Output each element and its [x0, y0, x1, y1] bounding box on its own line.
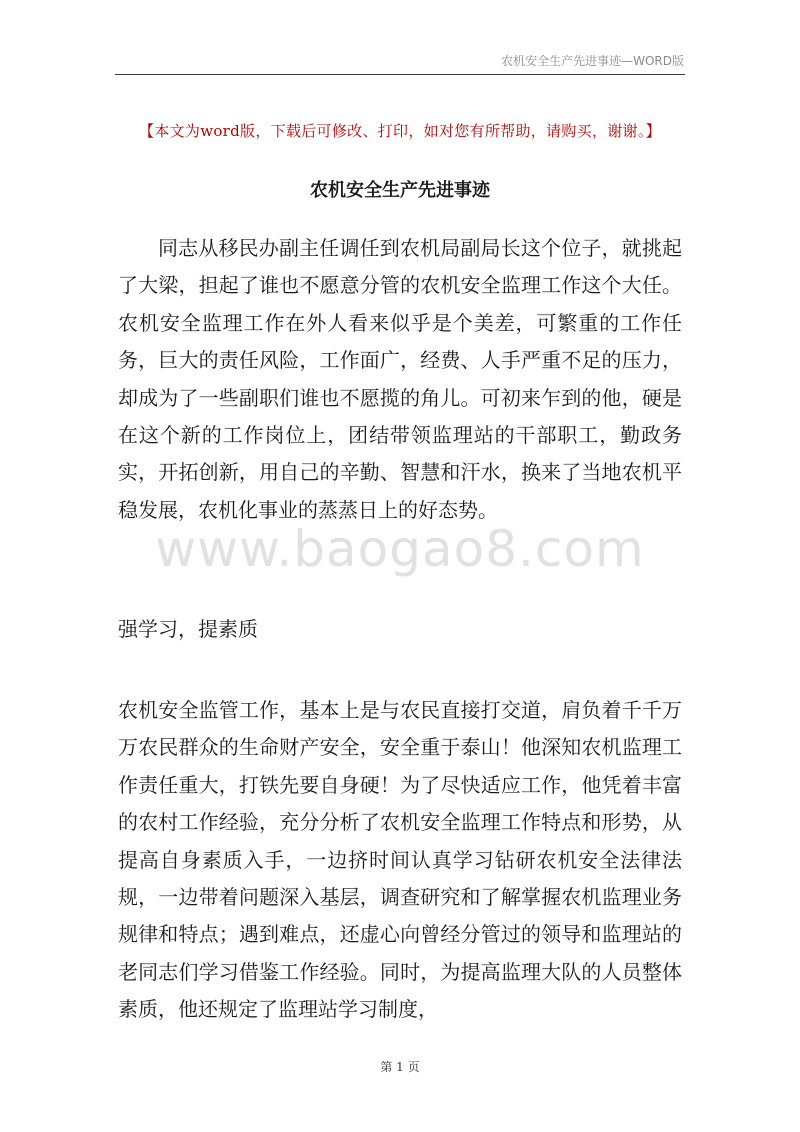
- purchase-notice: 【本文为word版，下载后可修改、打印，如对您有所帮助，请购买，谢谢。】: [139, 122, 661, 140]
- section-heading: 强学习，提素质: [118, 617, 258, 641]
- paragraph-intro: 同志从移民办副主任调任到农机局副局长这个位子，就挑起了大梁，担起了谁也不愿意分管的农机安全监理工作这个大任。农机安全监理工作在外人看来似乎是个美差，可繁重的工作任务，巨大的责任风险，工作面广，经费、人手严重不足的压力，却成为了一些副职们谁也不愿揽的角儿。可初来乍到的他，硬是在这个新的工作岗位上，团结带领监理站的干部职工，勤政务实，开拓创新，用自己的辛勤、智慧和汗水，换来了当地农机平稳发展，农机化事业的蒸蒸日上的好态势。: [118, 236, 682, 522]
- paragraph-study: 农机安全监管工作，基本上是与农民直接打交道，肩负着千千万万农民群众的生命财产安全，安全重于泰山！他深知农机监理工作责任重大，打铁先要自身硬！为了尽快适应工作，他凭着丰富的农村工作经验，充分分析了农机安全监理工作特点和形势，从提高自身素质入手，一边挤时间认真学习钻研农机安全法律法规，一边带着问题深入基层，调查研究和了解掌握农机监理业务规律和特点；遇到难点，还虚心向曾经分管过的领导和监理站的老同志们学习借鉴工作经验。同时，为提高监理大队的人员整体素质，他还规定了监理站学习制度，: [118, 698, 682, 1022]
- page-number: 第 1 页: [380, 1060, 420, 1074]
- header-divider: [115, 74, 685, 75]
- running-header: 农机安全生产先进事迹—WORD版: [501, 54, 684, 68]
- document-title: 农机安全生产先进事迹: [310, 180, 490, 201]
- watermark: www.baogao8.com: [155, 520, 645, 578]
